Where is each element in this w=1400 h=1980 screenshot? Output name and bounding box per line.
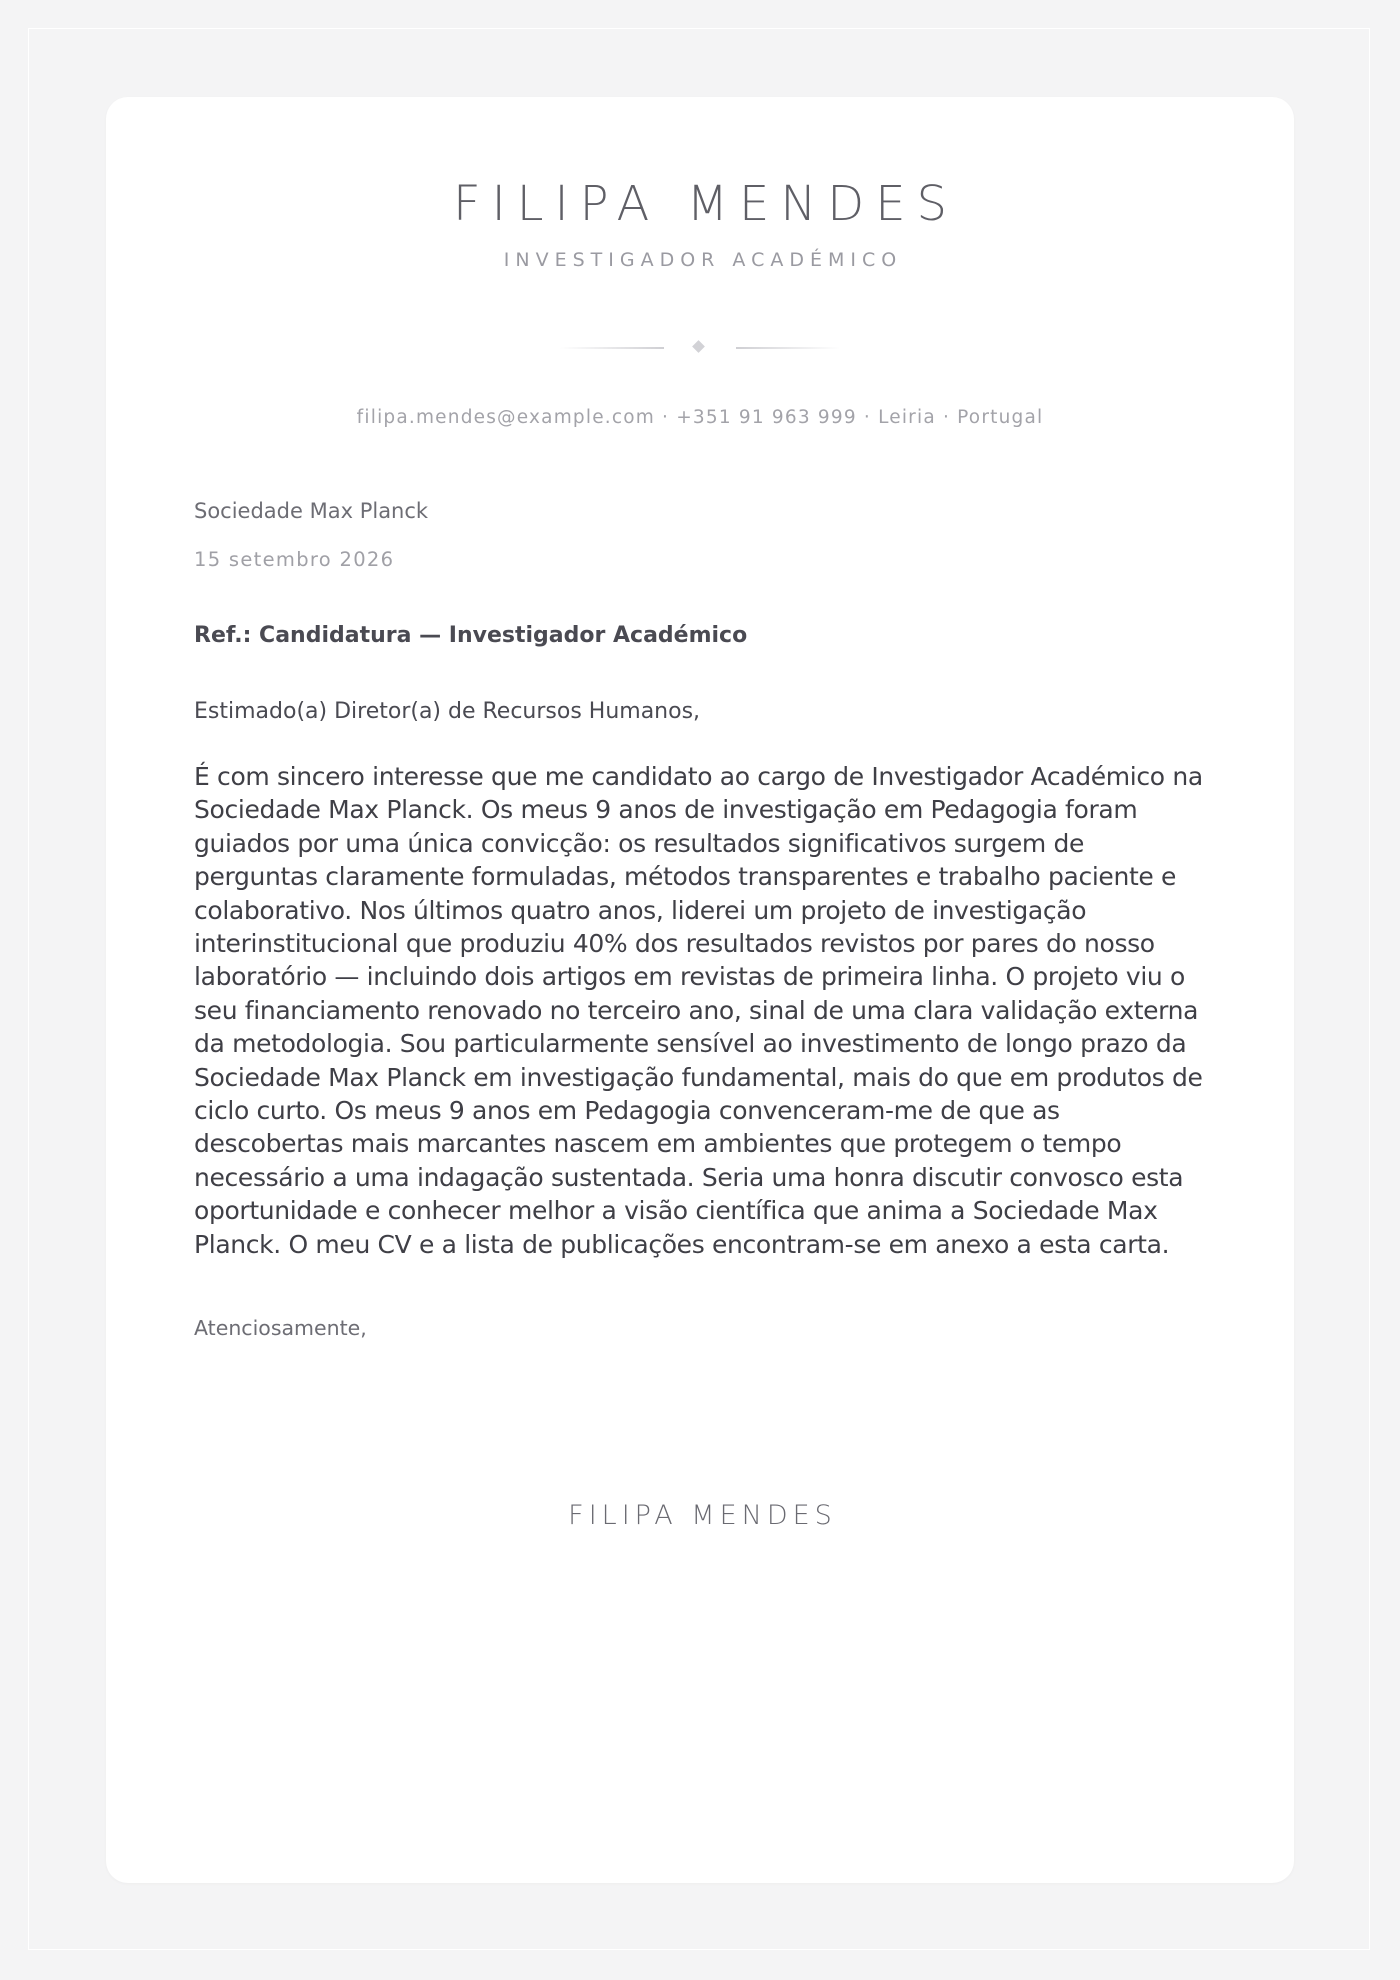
letter-content <box>194 496 1206 1343</box>
signature-name: FILIPA MENDES <box>568 1500 837 1531</box>
salutation: Estimado(a) Diretor(a) de Recursos Humanos, <box>194 699 701 724</box>
diamond-icon <box>692 340 705 353</box>
applicant-title: INVESTIGADOR ACADÉMICO <box>503 249 903 271</box>
closing: Atenciosamente, <box>194 1316 367 1341</box>
subject-line: Ref.: Candidatura — Investigador Académico <box>194 623 748 648</box>
contact-line: filipa.mendes@example.com · +351 91 963 999 · Leiria · Portugal <box>356 407 1044 428</box>
letterhead <box>0 172 1400 274</box>
ornamental-divider <box>560 338 840 358</box>
letter-date: 15 setembro 2026 <box>194 548 395 571</box>
applicant-name: FILIPA MENDES <box>452 176 959 232</box>
divider-line-right <box>736 347 840 349</box>
divider-line-left <box>560 347 664 349</box>
recipient: Sociedade Max Planck <box>194 499 429 523</box>
letter-body: É com sincero interesse que me candidato ao cargo de Investigador Académico na Sociedade Max Planck. Os meus 9 anos de investigação em Pedagogia foram guiados por uma única convicção: os resultados significativos surgem de perguntas claramente formuladas, métodos transparentes e trabalho paciente e colaborativo. Nos últimos quatro anos, liderei um projeto de investigação interinstitucional que produziu 40% dos resultados revistos por pares do nosso laboratório — incluindo dois artigos em revistas de primeira linha. O projeto viu o seu financiamento renovado no terceiro ano, sinal de uma clara validação externa da metodologia. Sou particularmente sensível ao investimento de longo prazo da Sociedade Max Planck em investigação fundamental, mais do que em produtos de ciclo curto. Os meus 9 anos em Pedagogia convenceram-me de que as descobertas mais marcantes nascem em ambientes que protegem o tempo necessário a uma indagação sustentada. Seria uma honra discutir convosco esta oportunidade e conhecer melhor a visão científica que anima a Sociedade Max Planck. O meu CV e a lista de publicações encontram-se em anexo a esta carta. <box>194 762 1203 1259</box>
